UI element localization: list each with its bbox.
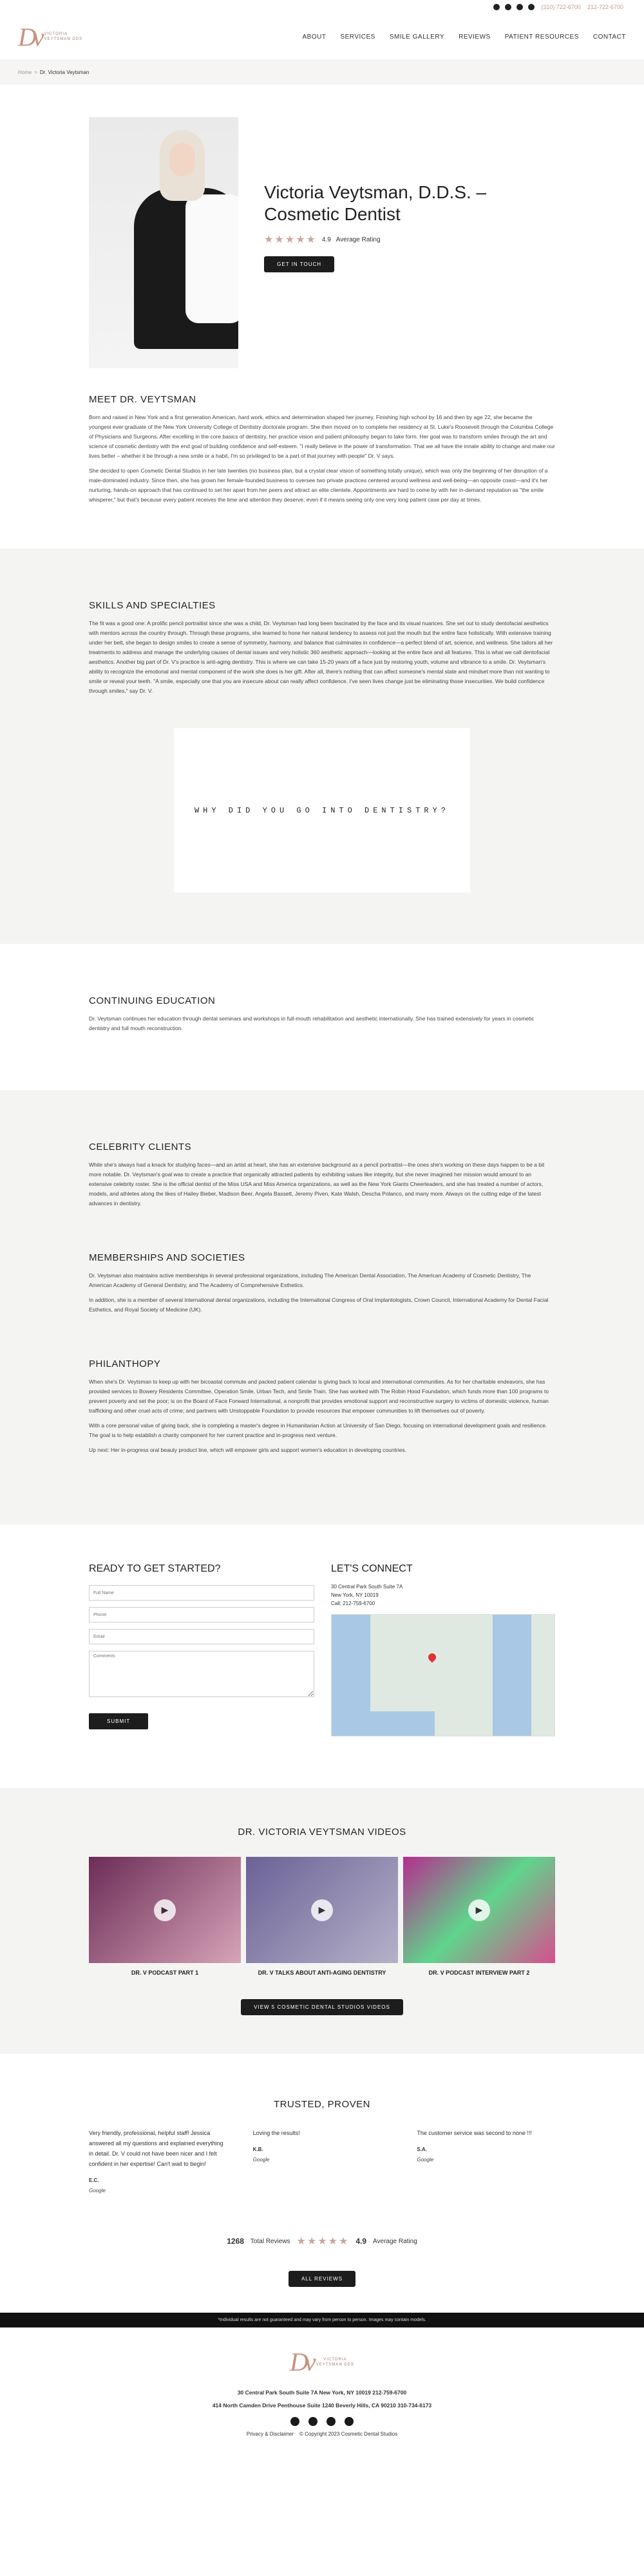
review-author: E.C. [89, 2177, 99, 2183]
video-caption-1: DR. V PODCAST PART 1 [131, 1970, 199, 1976]
phone-field[interactable] [89, 1607, 314, 1622]
video-caption-2: DR. V TALKS ABOUT ANTI-AGING DENTISTRY [258, 1970, 386, 1976]
doctor-portrait [89, 117, 238, 368]
address-phone[interactable]: Call: 212-759-6700 [331, 1601, 375, 1606]
nav-contact[interactable]: CONTACT [592, 33, 626, 41]
full-name-field[interactable] [89, 1585, 314, 1601]
video-thumbnail-1[interactable] [89, 1857, 241, 1963]
review-source: Google [252, 2157, 270, 2163]
connect-info [331, 1563, 555, 1736]
reviews-heading: TRUSTED, PROVEN [273, 2099, 370, 2110]
site-footer [0, 2327, 644, 2463]
youtube-icon[interactable] [528, 4, 535, 10]
review-card [253, 2128, 392, 2196]
address-line-2: New York, NY 10019 [331, 1592, 379, 1598]
dentistry-video[interactable] [174, 728, 470, 892]
philanthropy-paragraph-2: With a core personal value of giving back, she is completing a master's degree in Humanitarian Action at University of San Diego, focusing on international development goals and resilience. The goal is to help establish a charity component for her current practice and in-progress next venture. [89, 1422, 547, 1438]
philanthropy-heading: PHILANTHOPY [89, 1359, 161, 1369]
review-source: Google [89, 2188, 106, 2194]
connect-heading: LET'S CONNECT [331, 1563, 413, 1574]
video-card-2[interactable] [246, 1857, 398, 1976]
total-reviews-label: Total Reviews [250, 2237, 290, 2245]
video-card-1[interactable] [89, 1857, 241, 1976]
memberships-paragraph-1: Dr. Veytsman also maintains active memberships in several professional organizations, including The American Dental Association, The American Academy of Cosmetic Dentistry, The American Academy of General Dentistry, and The Academy of Comprehensive Esthetics. [89, 1272, 531, 1288]
average-rating-label: Average Rating [373, 2237, 417, 2245]
portrait-coat [185, 194, 238, 323]
get-in-touch-button[interactable]: GET IN TOUCH [264, 256, 334, 272]
footer-logo-mark: Dv [290, 2347, 312, 2376]
education-heading: CONTINUING EDUCATION [89, 995, 216, 1006]
philanthropy-paragraph-3: Up next: Her in-progress oral beauty product line, which will empower girls and support women's education in developing countries. [89, 1447, 406, 1453]
video-caption-3: DR. V PODCAST INTERVIEW PART 2 [428, 1970, 530, 1976]
average-rating-value: 4.9 [355, 2237, 367, 2246]
phone-link-la[interactable]: 212-722-6700 [587, 4, 623, 10]
page-title: Victoria Veytsman, D.D.S. – Cosmetic Dentist [264, 182, 487, 224]
footer-logo-line-2: VEYTSMAN DDS [316, 2362, 354, 2367]
nav-reviews[interactable]: REVIEWS [459, 33, 491, 41]
review-source: Google [417, 2157, 434, 2163]
footer-logo-line-1: VICTORIA [323, 2357, 347, 2362]
footer-bottom [0, 2431, 644, 2437]
videos-button-row [89, 1989, 555, 2015]
review-text: Loving the results! [252, 2130, 300, 2136]
all-reviews-button[interactable]: ALL REVIEWS [289, 2271, 355, 2287]
hero [0, 85, 644, 381]
video-card-3[interactable] [403, 1857, 555, 1976]
review-card [89, 2128, 227, 2196]
map-water-south [357, 1711, 435, 1736]
meet-paragraph-2: She decided to open Cosmetic Dental Studios in her late twenties (no business plan, but a crystal clear vision of something totally unique), which was only the beginning of her disruption of a male-dominated industry. Since then, she has grown her female-founded business to oversee two private practices centered around wellness and well-being—an opposite coast—and it's her nurturing, hands-on approach that has continued to set her apart from her peers and attract an elite clientele. Appointments are hard to come by with her in-demand reputation as "the smile whisperer," but that's because every patient receives the time and attention they deserve; even if it means seeing only one very long patient case per day at times. [89, 467, 548, 503]
video-grid [89, 1857, 555, 1976]
portrait-face [169, 143, 195, 176]
celebrity-paragraph: While she's always had a knack for studying faces—and an artist at heart, she has an extensive background as a pencil portraitist—the ones she's working on these days happen to be a bit more notable. Dr. Veytsman's goal was to create a practice that organically attracted patients by exhibiting values like integrity, but she never imagined her mission would amount to an extensive celebrity roster. She is the official dentist of the Miss USA and Miss America organizations, as well as the New York Giants Cheerleaders, and she has treated a number of actors, models, and athletes along the likes of Hailey Bieber, Madison Beer, Angela Bassett, Jeremy Piven, Kate Walsh, Descha Polanco, and many more. Always on the cutting edge of the latest advances in dentistry. [89, 1161, 545, 1207]
nav-services[interactable]: SERVICES [340, 33, 375, 41]
play-icon[interactable]: ▶ [468, 1899, 490, 1921]
education-paragraph: Dr. Veytsman continues her education through dental seminars and workshops in full-mouth rehabilitation and aesthetic internationally. She has trained extensively for years in cosmetic dentistry and full mouth reconstruction. [89, 1015, 535, 1031]
education-section [0, 944, 644, 1090]
facebook-icon[interactable] [493, 4, 500, 10]
instagram-icon[interactable] [327, 2417, 336, 2426]
footer-address-ny: 30 Central Park South Suite 7A New York, NY 10019 212-759-6700 [237, 2389, 407, 2396]
play-icon[interactable]: ▶ [154, 1899, 176, 1921]
main-nav [303, 33, 627, 41]
meet-section [0, 381, 644, 549]
rating-row [264, 233, 555, 246]
breadcrumb [0, 59, 644, 85]
skills-paragraph: The fit was a good one: A prolific pencil portraitist since she was a child, Dr. Veytsman had long been fascinated by the face and its visual nuances. She set out to study dentofacial aesthetics with mentors across the country through. Through these programs, she learned to hone her natural tendency to assess not just the mouth but the entire face holistically. With extensive training under her belt, she began to design smiles to create a sense of symmetry, harmony, and balance that culminates in confidence—a perfect blend of art, science, and wellness. She tailors all her treatments to address and manage the underlying causes of dental issues and very holistic 360 aesthetic approach—looking at the entire face and all features. This is what we call dentofacial aesthetics. Another big part of Dr. V's practice is anti-aging dentistry. This is where we can take 15-20 years off a face just by restoring youth, volume and vibrance to a smile. Dr. Veytsman's ability to recognize the emotional and mental component of the work she does is her gift. After all, there's nothing that can affect someone's mental state and mindset more than not wanting to smile or reveal your teeth. "A smile, especially one that you are insecure about can really affect confidence. I've seen lives change just be eliminating those insecurities. We build confidence through smiles," say Dr. V. [89, 620, 553, 694]
videos-band [0, 1788, 644, 2054]
breadcrumb-home[interactable]: Home [18, 69, 32, 75]
philanthropy-section [0, 1339, 644, 1525]
facebook-icon[interactable] [290, 2417, 299, 2426]
video-title: WHY DID YOU GO INTO DENTISTRY? [194, 805, 450, 815]
site-header [0, 14, 644, 59]
nav-patient-resources[interactable]: PATIENT RESOURCES [504, 33, 579, 41]
review-text: Very friendly, professional, helpful staff! Jessica answered all my questions and explained everything in detail. Dr. V could not have been nicer and I felt confident in her expertise! Can't wait to begin! [89, 2130, 223, 2167]
memberships-paragraph-2: In addition, she is a member of several international dental organizations, including the International Congress of Oral Implantologists, Crown Council, International Academy for Dental Facial Esthetics, and Royal Society of Medicine (UK). [89, 1297, 549, 1313]
breadcrumb-separator: > [34, 69, 38, 75]
celebrity-section [0, 1090, 644, 1233]
review-author: S.A. [417, 2147, 427, 2152]
reviews-section [0, 2054, 644, 2313]
comments-field[interactable] [89, 1651, 314, 1697]
all-reviews-row [89, 2261, 555, 2287]
logo-line-1: VICTORIA [44, 32, 68, 36]
location-map[interactable] [331, 1614, 555, 1736]
reviews-summary [89, 2235, 555, 2248]
memberships-heading: MEMBERSHIPS AND SOCIETIES [89, 1252, 245, 1263]
total-reviews-count: 1268 [227, 2237, 244, 2246]
privacy-link[interactable]: Privacy & Disclaimer [246, 2431, 294, 2437]
summary-stars-icon: ★★★★★ [296, 2236, 350, 2247]
celebrity-heading: CELEBRITY CLIENTS [89, 1142, 192, 1152]
rating-stars-icon: ★★★★★ [264, 234, 317, 245]
play-icon[interactable]: ▶ [311, 1899, 333, 1921]
review-author: K.B. [252, 2147, 263, 2152]
x-icon[interactable] [308, 2417, 317, 2426]
review-list [89, 2128, 555, 2196]
breadcrumb-current: Dr. Victoria Veytsman [40, 69, 90, 75]
view-videos-button[interactable]: VIEW 5 COSMETIC DENTAL STUDIOS VIDEOS [241, 1999, 403, 2015]
youtube-icon[interactable] [345, 2417, 354, 2426]
nav-smile-gallery[interactable]: SMILE GALLERY [389, 33, 445, 41]
skills-band [0, 549, 644, 944]
contact-section [0, 1525, 644, 1788]
video-thumbnail-2[interactable] [246, 1857, 398, 1963]
footer-address-la: 414 North Camden Drive Penthouse Suite 1240 Beverly Hills, CA 90210 310-734-6173 [212, 2402, 432, 2409]
map-pin-icon[interactable] [427, 1652, 438, 1663]
skills-section [0, 549, 644, 944]
instagram-icon[interactable] [516, 4, 523, 10]
contact-form [89, 1563, 314, 1736]
phone-link-ny[interactable]: (310) 722-6700 [541, 4, 581, 10]
connect-address [331, 1583, 555, 1608]
address-line-1: 30 Central Park South Suite 7A [331, 1584, 403, 1590]
logo-mark: Dv [18, 22, 41, 52]
top-bar [0, 0, 644, 14]
logo[interactable] [18, 22, 82, 52]
videos-section [0, 1788, 644, 2054]
videos-heading: DR. VICTORIA VEYTSMAN VIDEOS [238, 1827, 406, 1838]
logo-line-2: VEYTSMAN DDS [44, 37, 82, 41]
footer-logo[interactable] [0, 2347, 644, 2377]
review-card [417, 2128, 555, 2196]
memberships-section [0, 1233, 644, 1339]
skills-heading: SKILLS AND SPECIALTIES [89, 600, 216, 611]
disclaimer-bar: *Individual results are not guaranteed and may vary from person to person. Images may contain models. [0, 2313, 644, 2327]
email-field[interactable] [89, 1629, 314, 1644]
map-water-east [493, 1615, 531, 1736]
footer-logo-text [316, 2357, 354, 2367]
philanthropy-paragraph-1: When she's Dr. Veytsman to keep up with her bicoastal commute and packed patient calendar is giving back to local and international communities. As for her charitable endeavors, she has provided services to Bowery Residents Committee, Operation Smile, Urban Tech, and Smile Train. She has worked with The Robin Hood Foundation, which funds more than 100 programs to prevent poverty and set the poor; is on the Board of Face Forward International, a nonprofit that provides emotional support and reconstructive surgery to victims of domestic violence, human trafficking and other cruel acts of crime; and partners with Unstoppable Foundation to provide resources that empower communities to lift themselves out of poverty. [89, 1378, 549, 1414]
hero-info [264, 117, 555, 368]
submit-button[interactable]: SUBMIT [89, 1713, 148, 1729]
meet-paragraph-1: Born and raised in New York and a first generation American, hard work, ethics and determination shaped her journey. Finishing high school by 16 and then by age 22, she became the youngest ever graduate of the New York University College of Dentistry doctorate program. She then moved on to complete her residency at St. Luke's Roosevelt through the Columbia College of Physicians and Surgeons. After excelling in the core basics of dentistry, her practice vision and patient philosophy began to take form. Her goal was to transform smiles through the art and science of cosmetic dentistry with the end goal of building confidence and self-esteem. "I really believe in the power of transformation. That we all have the innate ability to change and make our lives better – whether it be through a new smile or a habit, I'm so privileged to be a part of that journey with people" Dr. V says. [89, 414, 555, 459]
form-heading: READY TO GET STARTED? [89, 1563, 221, 1574]
rating-label: Average Rating [336, 236, 381, 243]
video-thumbnail-3[interactable] [403, 1857, 555, 1963]
x-icon[interactable] [505, 4, 511, 10]
logo-text [44, 32, 82, 42]
footer-social [0, 2417, 644, 2426]
social-links [493, 4, 535, 10]
footer-addresses [0, 2386, 644, 2412]
review-text: The customer service was second to none !!! [417, 2130, 532, 2136]
meet-heading: MEET DR. VEYTSMAN [89, 394, 196, 405]
grey-band-2 [0, 1090, 644, 1525]
rating-value: 4.9 [321, 236, 331, 243]
copyright-text: © Copyright 2023 Cosmetic Dental Studios [299, 2431, 398, 2437]
nav-about[interactable]: ABOUT [302, 33, 327, 41]
